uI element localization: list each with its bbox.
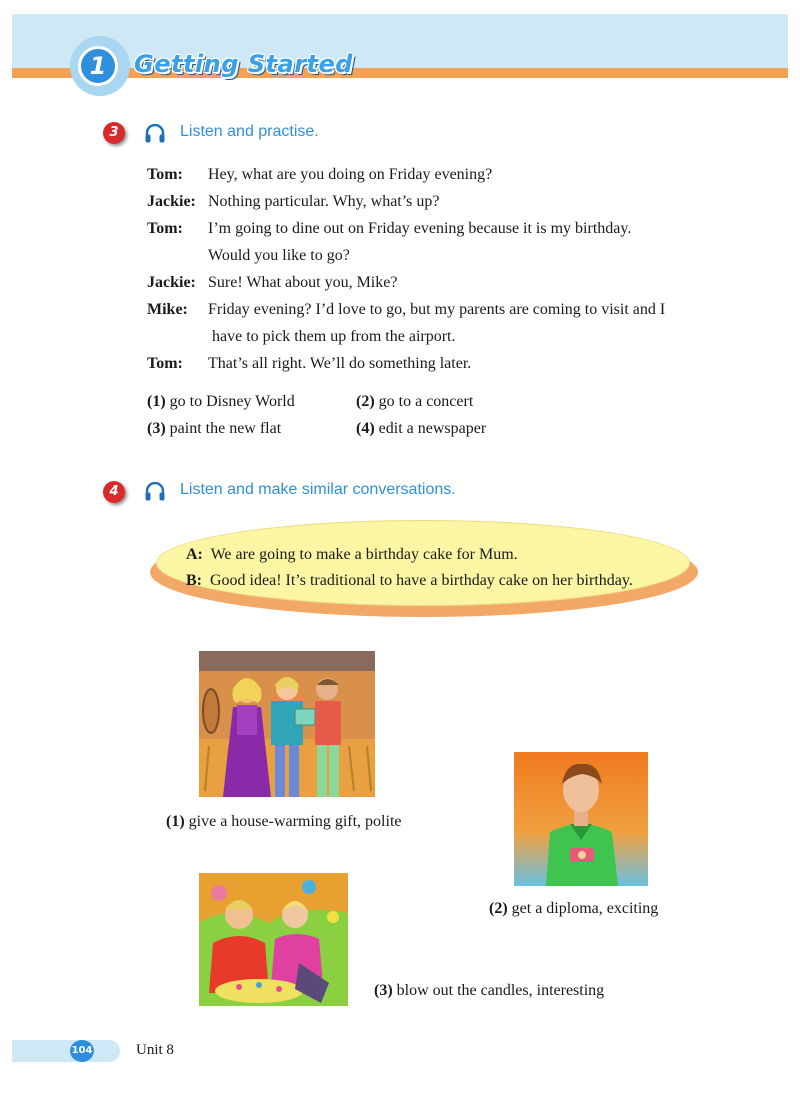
dialogue-speaker: Tom: — [147, 220, 183, 237]
picture-caption — [374, 982, 604, 1000]
dialogue-speaker: Jackie: — [147, 274, 196, 291]
dialogue-speaker: Jackie: — [147, 193, 196, 210]
dialogue-line: I’m going to dine out on Friday evening because it is my birthday. — [208, 220, 632, 237]
unit-label: Unit 8 — [136, 1042, 174, 1058]
dialogue-speaker: Tom: — [147, 355, 183, 372]
caption-text: give a house-warming gift, polite — [188, 813, 402, 830]
option-item — [147, 420, 281, 438]
dialogue-line: That’s all right. We’ll do something later. — [208, 355, 472, 372]
picture-caption — [166, 813, 402, 831]
section-title: Getting Started — [134, 50, 353, 78]
option-text: go to Disney World — [169, 393, 295, 410]
task-number-badge: 4 — [103, 481, 125, 503]
example-speaker: A: — [186, 546, 203, 563]
caption-number: (3) — [374, 982, 393, 999]
option-item — [147, 393, 295, 411]
option-number: (4) — [356, 420, 375, 437]
dialogue-line: Hey, what are you doing on Friday evening? — [208, 166, 493, 183]
caption-text: blow out the candles, interesting — [396, 982, 605, 999]
dialogue-line: Nothing particular. Why, what’s up? — [208, 193, 440, 210]
diploma-illustration — [514, 752, 648, 886]
dialogue-line: Sure! What about you, Mike? — [208, 274, 398, 291]
dialogue-line: have to pick them up from the airport. — [212, 328, 456, 345]
option-number: (3) — [147, 420, 166, 437]
option-item — [356, 420, 486, 438]
example-speaker: B: — [186, 572, 202, 589]
task-title: Listen and practise. — [180, 123, 319, 140]
candles-illustration — [199, 873, 348, 1006]
dialogue-speaker: Tom: — [147, 166, 183, 183]
example-text: Good idea! It’s traditional to have a birthday cake on her birthday. — [210, 572, 633, 589]
option-text: go to a concert — [378, 393, 474, 410]
headphones-icon[interactable] — [144, 124, 166, 144]
lesson-number-badge: 1 — [78, 46, 118, 86]
task-title: Listen and make similar conversations. — [180, 481, 456, 498]
option-text: edit a newspaper — [378, 420, 487, 437]
caption-number: (2) — [489, 900, 508, 917]
dialogue-line: Would you like to go? — [208, 247, 350, 264]
task-number-badge: 3 — [103, 122, 125, 144]
example-text: We are going to make a birthday cake for Mum. — [210, 546, 518, 563]
dialogue-speaker: Mike: — [147, 301, 188, 318]
page-number: 104 — [70, 1040, 94, 1062]
dialogue-line: Friday evening? I’d love to go, but my parents are coming to visit and I — [208, 301, 666, 318]
option-number: (1) — [147, 393, 166, 410]
headphones-icon[interactable] — [144, 482, 166, 502]
option-number: (2) — [356, 393, 375, 410]
example-line — [186, 546, 518, 564]
footer-band — [12, 1040, 120, 1062]
caption-text: get a diploma, exciting — [511, 900, 659, 917]
house-warming-illustration — [199, 651, 375, 797]
example-line — [186, 572, 633, 590]
option-text: paint the new flat — [169, 420, 282, 437]
option-item — [356, 393, 473, 411]
picture-caption — [489, 900, 658, 918]
caption-number: (1) — [166, 813, 185, 830]
